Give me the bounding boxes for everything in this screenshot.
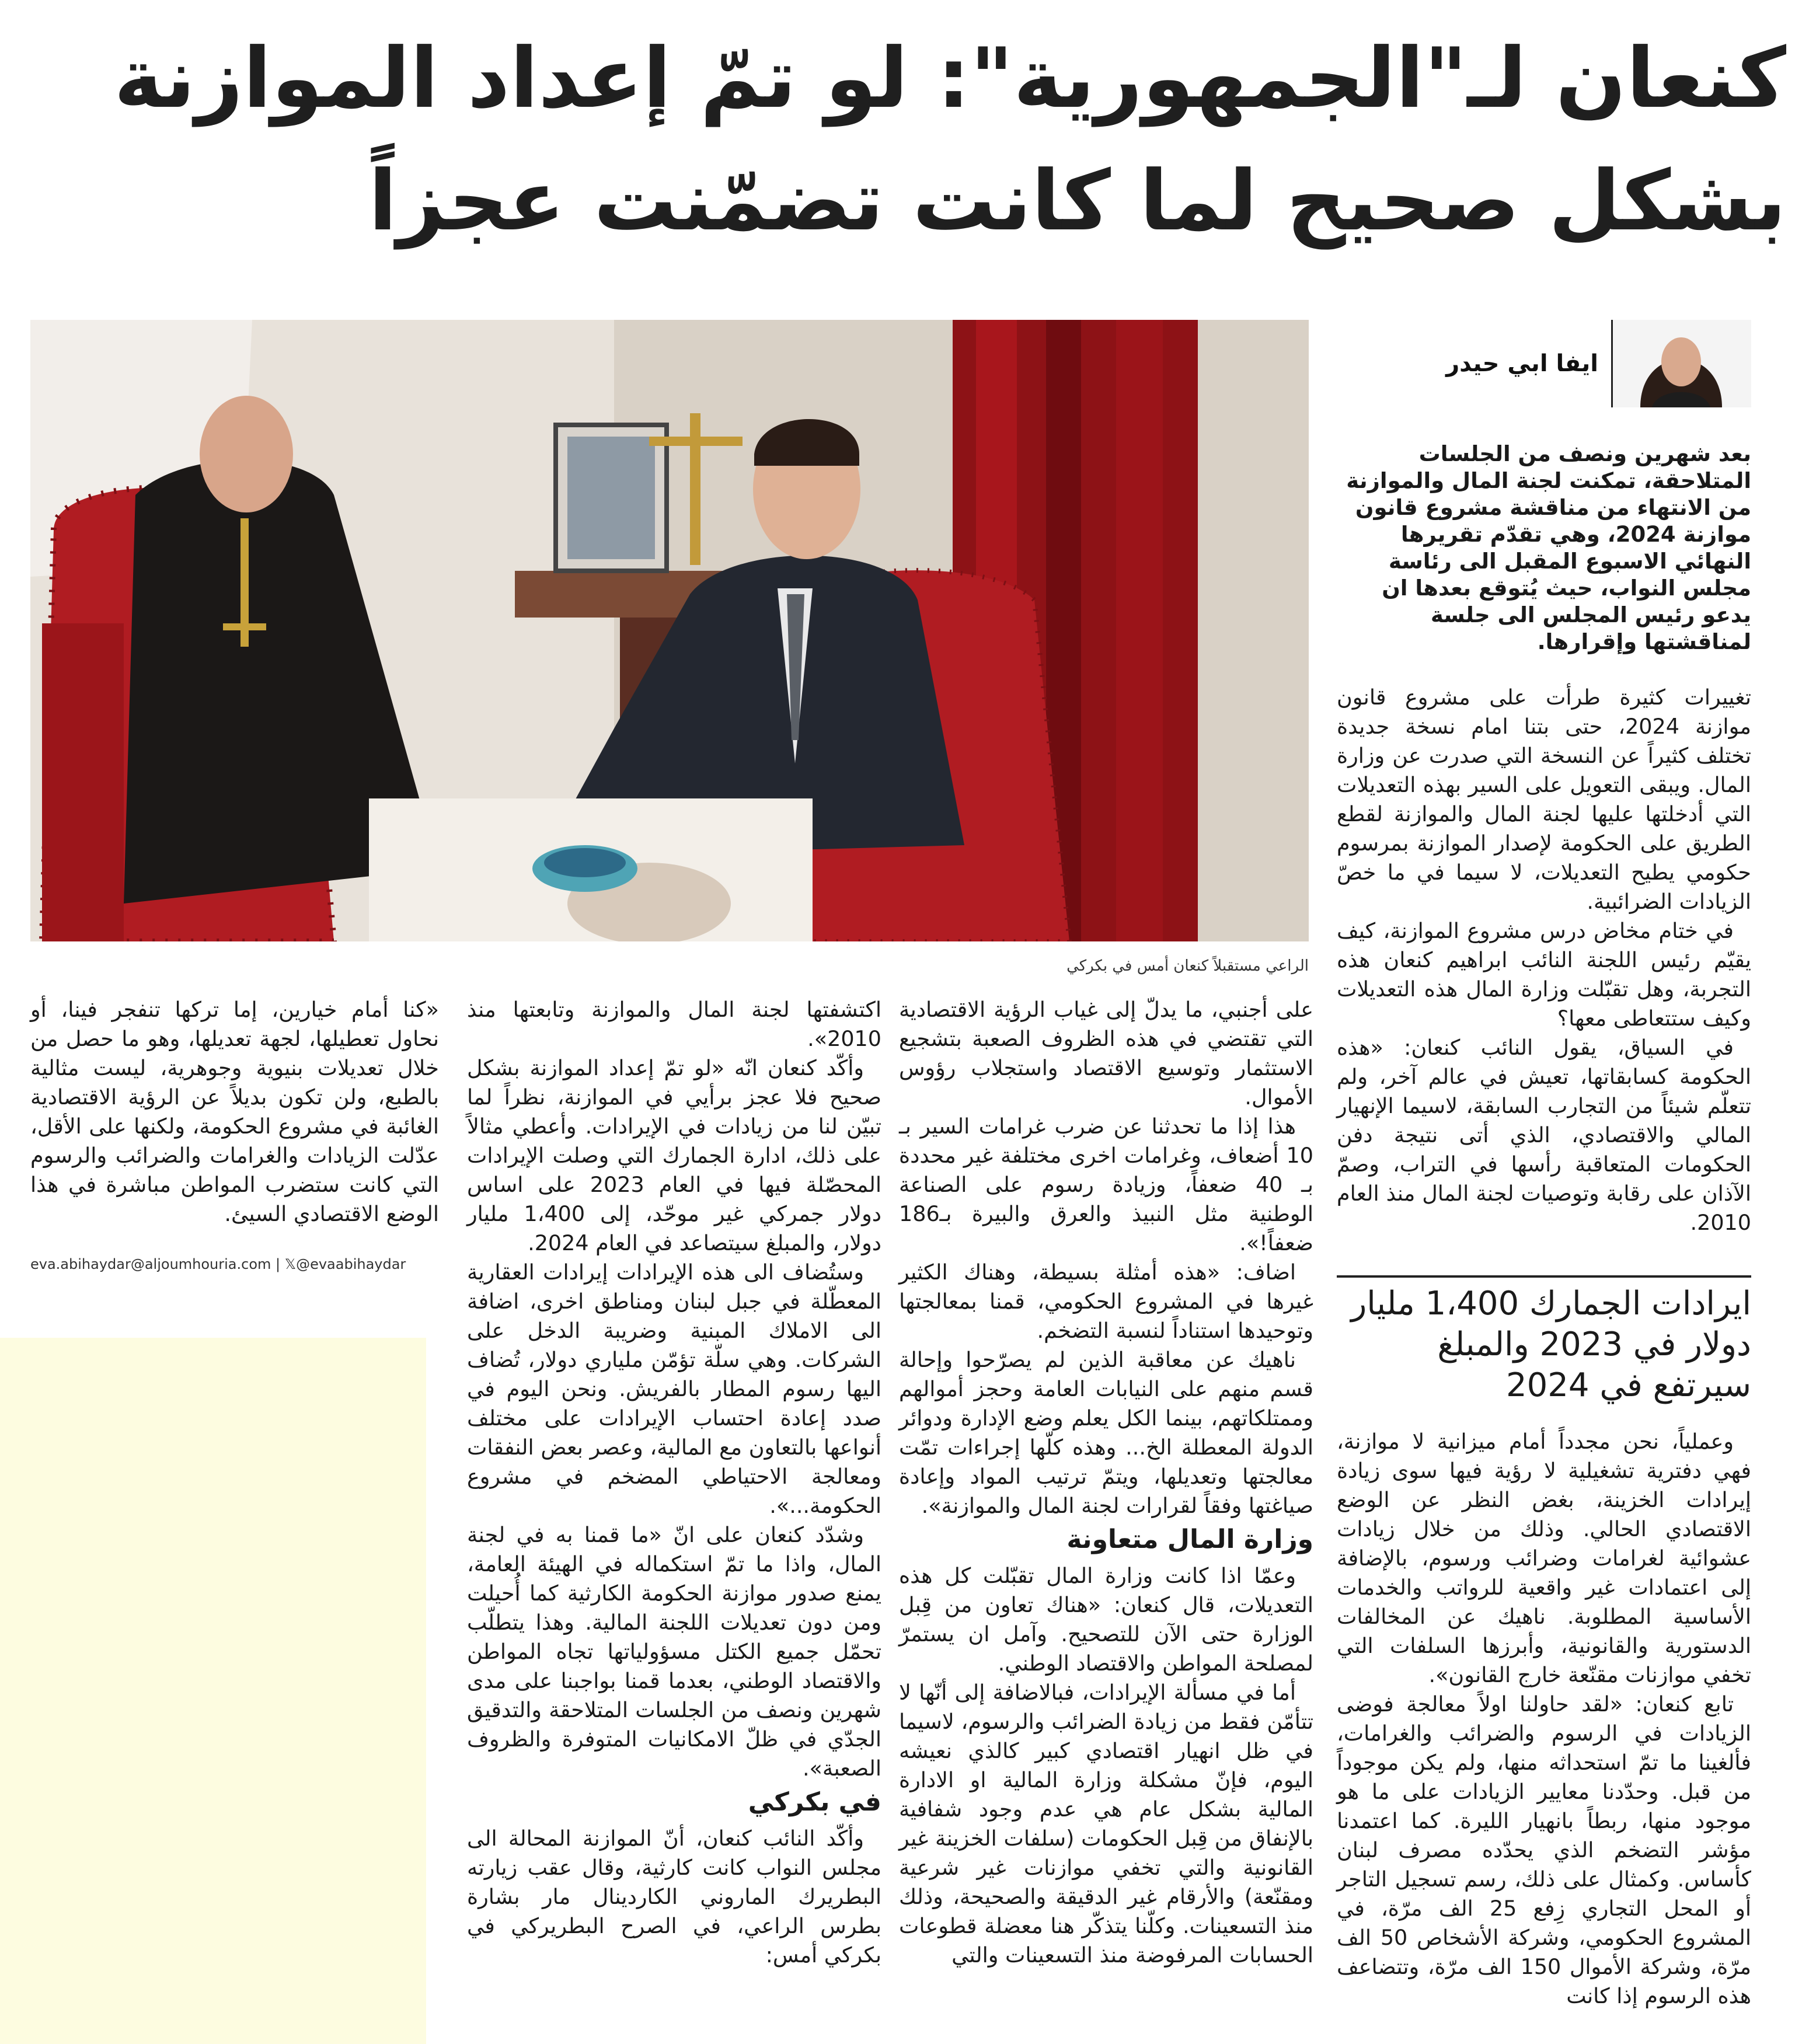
article-column-4	[30, 995, 439, 1229]
article-column-3	[467, 995, 881, 1970]
paragraph: وعمّا اذا كانت وزارة المال تقبّلت كل هذه التعديلات، قال كنعان: «هناك تعاون من قِبل الوزارة حتى الآن للتصحيح. وآمل ان يستمرّ لمصلحة المواطن والاقتصاد الوطني.	[899, 1563, 1313, 1676]
paragraph: ناهيك عن معاقبة الذين لم يصرّحوا وإحالة قسم منهم على النيابات العامة وحجز أموالهم وممتلكاتهم، بينما الكل يعلم وضع الإدارة ودوائر الدولة المعطلة الخ... وهذه كلّها إجراءات تمّت معالجتها وتعديلها، ويتمّ ترتيب المواد وإعادة صياغتها وفقاً لقرارات لجنة المال والموازنة».	[899, 1347, 1313, 1518]
lead-paragraph: بعد شهرين ونصف من الجلسات المتلاحقة، تمكنت لجنة المال والموازنة من الانتهاء من مناقشة مشروع قانون موازنة 2024، وهي تقدّم تقريرها النهائي الاسبوع المقبل الى رئاسة مجلس النواب، حيث يُتوقع بعدها ان يدعو رئيس المجلس الى جلسة لمناقشتها وإقرارها.	[1346, 441, 1751, 654]
paragraph: «كنا أمام خيارين، إما تركها تنفجر فينا، أو نحاول تعطيلها، لجهة تعديلها، وهو ما حصل من خلال تعديلات بنيوية وجوهرية، ليست مثالية بالطبع، ولن تكون بديلاً عن الرؤية الاقتصادية الغائبة في مشروع الحكومة، ولكنها على الأقل، عدّلت الزيادات والغرامات والضرائب والرسوم التي كانت ستضرب المواطن مباشرة في هذا الوضع الاقتصادي السيئ.	[30, 997, 439, 1226]
headline-line-2: بشكل صحيح لما كانت تضمّنت عجزاً	[368, 153, 1786, 249]
author-avatar	[1611, 320, 1751, 407]
paragraph: في السياق، يقول النائب كنعان: «هذه الحكومة كسابقاتها، تعيش في عالم آخر، ولم تتعلّم شيئاً من التجارب السابقة، لاسيما الإنهيار المالي والاقتصادي، الذي أتى نتيجة دفن الحكومات المتعاقبة رأسها في التراب، وصمّ الآذان على رقابة وتوصيات لجنة المال منذ العام 2010.	[1337, 1035, 1751, 1235]
paragraph: في ختام مخاض درس مشروع الموازنة، كيف يقيّم رئيس اللجنة النائب ابراهيم كنعان هذه التجربة، وهل تقبّلت وزارة المال هذه التعديلات وكيف ستتعاطى معها؟	[1337, 918, 1751, 1031]
yellow-box	[0, 1338, 426, 2044]
paragraph: وأكّد كنعان انّه «لو تمّ إعداد الموازنة بشكل صحيح فلا عجز برأيي في الموازنة، نظراً لما تبيّن لنا من زيادات في الإيرادات. وأعطي مثالاً على ذلك، ادارة الجمارك التي وصلت الإيرادات المحصّلة فيها في العام 2023 على اساس دولار جمركي غير موحّد، إلى 1،400 مليار دولار، والمبلغ سيتصاعد في العام 2024.	[467, 1055, 882, 1255]
article-photo	[30, 320, 1309, 941]
subheading-bkerke: في بكركي	[748, 1787, 881, 1817]
pull-quote: ايرادات الجمارك 1،400 مليار دولار في 2023 والمبلغ سيرتفع في 2024	[1337, 1275, 1751, 1406]
author-byline	[1343, 320, 1751, 413]
author-contact: eva.abihaydar@aljoumhouria.com | 𝕏@evaabihaydar	[30, 1256, 406, 1272]
paragraph: اكتشفتها لجنة المال والموازنة وتابعتها منذ 2010».	[467, 997, 881, 1051]
photo-caption: الراعي مستقبلاً كنعان أمس في بكركي	[1066, 957, 1309, 975]
paragraph: وستُضاف الى هذه الإيرادات إيرادات العقارية المعطّلة في جبل لبنان ومناطق اخرى، اضافة الى الاملاك المبنية وضريبة الدخل على الشركات. وهي سلّة تؤمّن ملياري دولار، تُضاف اليها رسوم المطار بالفريش. ونحن اليوم في صدد إعادة احتساب الإيرادات على مختلف أنواعها بالتعاون مع المالية، وعصر بعض النفقات ومعالجة الاحتياطي المضخم في مشروع الحكومة...».	[467, 1260, 881, 1518]
paragraph: اضاف: «هذه أمثلة بسيطة، وهناك الكثير غيرها في المشروع الحكومي، قمنا بمعالجتها وتوحيدها استناداً لنسبة التضخم.	[899, 1260, 1313, 1343]
article-column-1	[1337, 683, 1751, 1237]
author-name: ايفا ابي حيدر	[1446, 350, 1598, 377]
paragraph: تغييرات كثيرة طرأت على مشروع قانون موازنة 2024، حتى بتنا امام نسخة جديدة تختلف كثيراً عن النسخة التي صدرت عن وزارة المال. ويبقى التعويل على السير بهذه التعديلات التي أدخلتها عليها لجنة المال والموازنة لقطع الطريق على الحكومة لإصدار الموازنة بمرسوم حكومي يطيح التعديلات، لا سيما في ما خصّ الزيادات الضرائبية.	[1337, 685, 1751, 914]
paragraph: تابع كنعان: «لقد حاولنا اولاً معالجة فوضى الزيادات في الرسوم والضرائب والغرامات، فألغينا ما تمّ استحداثه منها، ولم يكن موجوداً من قبل. وحدّدنا معايير الزيادات على ما هو موجود منها، ربطاً بانهيار الليرة. كما اعتمدنا مؤشر التضخم الذي يحدّده مصرف لبنان كأساس. وكمثال على ذلك، رسم تسجيل التاجر أو المحل التجاري زِفع 25 الف مرّة، في المشروع الحكومي، وشركة الأشخاص 50 الف مرّة، وشركة الأموال 150 الف مرّة، وتتضاعف هذه الرسوم إذا كانت	[1337, 1691, 1751, 2008]
article-column-2	[899, 995, 1313, 1970]
article-column-1-cont	[1337, 1427, 1751, 2011]
paragraph: هذا إذا ما تحدثنا عن ضرب غرامات السير بـ 10 أضعاف، وغرامات اخرى مختلفة غير محددة بـ 40 ضعفاً، وزيادة رسوم على الصناعة الوطنية مثل النبيذ والعرق والبيرة بـ186 ضعفاً!».	[899, 1114, 1313, 1255]
paragraph: وعملياً، نحن مجدداً أمام ميزانية لا موازنة، فهي دفترية تشغيلية لا رؤية فيها سوى زيادة إيرادات الخزينة، بغض النظر عن الوضع الاقتصادي الحالي. وذلك من خلال زيادات عشوائية لغرامات وضرائب ورسوم، بالإضافة إلى اعتمادات غير واقعية للرواتب والخدمات الأساسية المطلوبة. ناهيك عن المخالفات الدستورية والقانونية، وأبرزها السلفات التي تخفي موازنات مقنّعة خارج القانون».	[1337, 1429, 1751, 1687]
paragraph: على أجنبي، ما يدلّ إلى غياب الرؤية الاقتصادية التي تقتضي في هذه الظروف الصعبة بتشجيع الاستثمار وتوسيع الاقتصاد واستجلاب رؤوس الأموال.	[899, 997, 1313, 1110]
paragraph: أما في مسألة الإيرادات، فبالاضافة إلى أنّها لا تتأمّن فقط من زيادة الضرائب والرسوم، لاسيما في ظل انهيار اقتصادي كبير كالذي نعيشه اليوم، فإنّ مشكلة وزارة المالية او الادارة المالية بشكل عام هي عدم وجود شفافية بالإنفاق من قِبل الحكومات (سلفات الخزينة غير القانونية والتي تخفي موازنات غير شرعية ومقنّعة) والأرقام غير الدقيقة والصحيحة، وذلك منذ التسعينات. وكلّنا يتذكّر هنا معضلة قطوعات الحسابات المرفوضة منذ التسعينات والتي	[899, 1680, 1313, 1968]
headline-line-1: كنعان لـ"الجمهورية": لو تمّ إعداد الموازنة	[114, 30, 1786, 127]
paragraph: وشدّد كنعان على انّ «ما قمنا به في لجنة المال، واذا ما تمّ استكماله في الهيئة العامة، يمنع صدور موازنة الحكومة الكارثية كما أُحيلت ومن دون تعديلات اللجنة المالية. وهذا يتطلّب تحمّل جميع الكتل مسؤولياتها تجاه المواطن والاقتصاد الوطني، بعدما قمنا بواجبنا على مدى شهرين ونصف من الجلسات المتلاحقة والتدقيق الجدّي في ظلّ الامكانيات المتوفرة والظروف الصعبة».	[467, 1522, 881, 1781]
paragraph: وأكّد النائب كنعان، أنّ الموازنة المحالة الى مجلس النواب كانت كارثية، وقال عقب زيارته البطريرك الماروني الكاردينال مار بشارة بطرس الراعي، في الصرح البطريركي في بكركي أمس:	[467, 1826, 881, 1968]
subheading-finance-ministry: وزارة المال متعاونة	[1066, 1525, 1313, 1554]
headline	[114, 18, 1786, 263]
